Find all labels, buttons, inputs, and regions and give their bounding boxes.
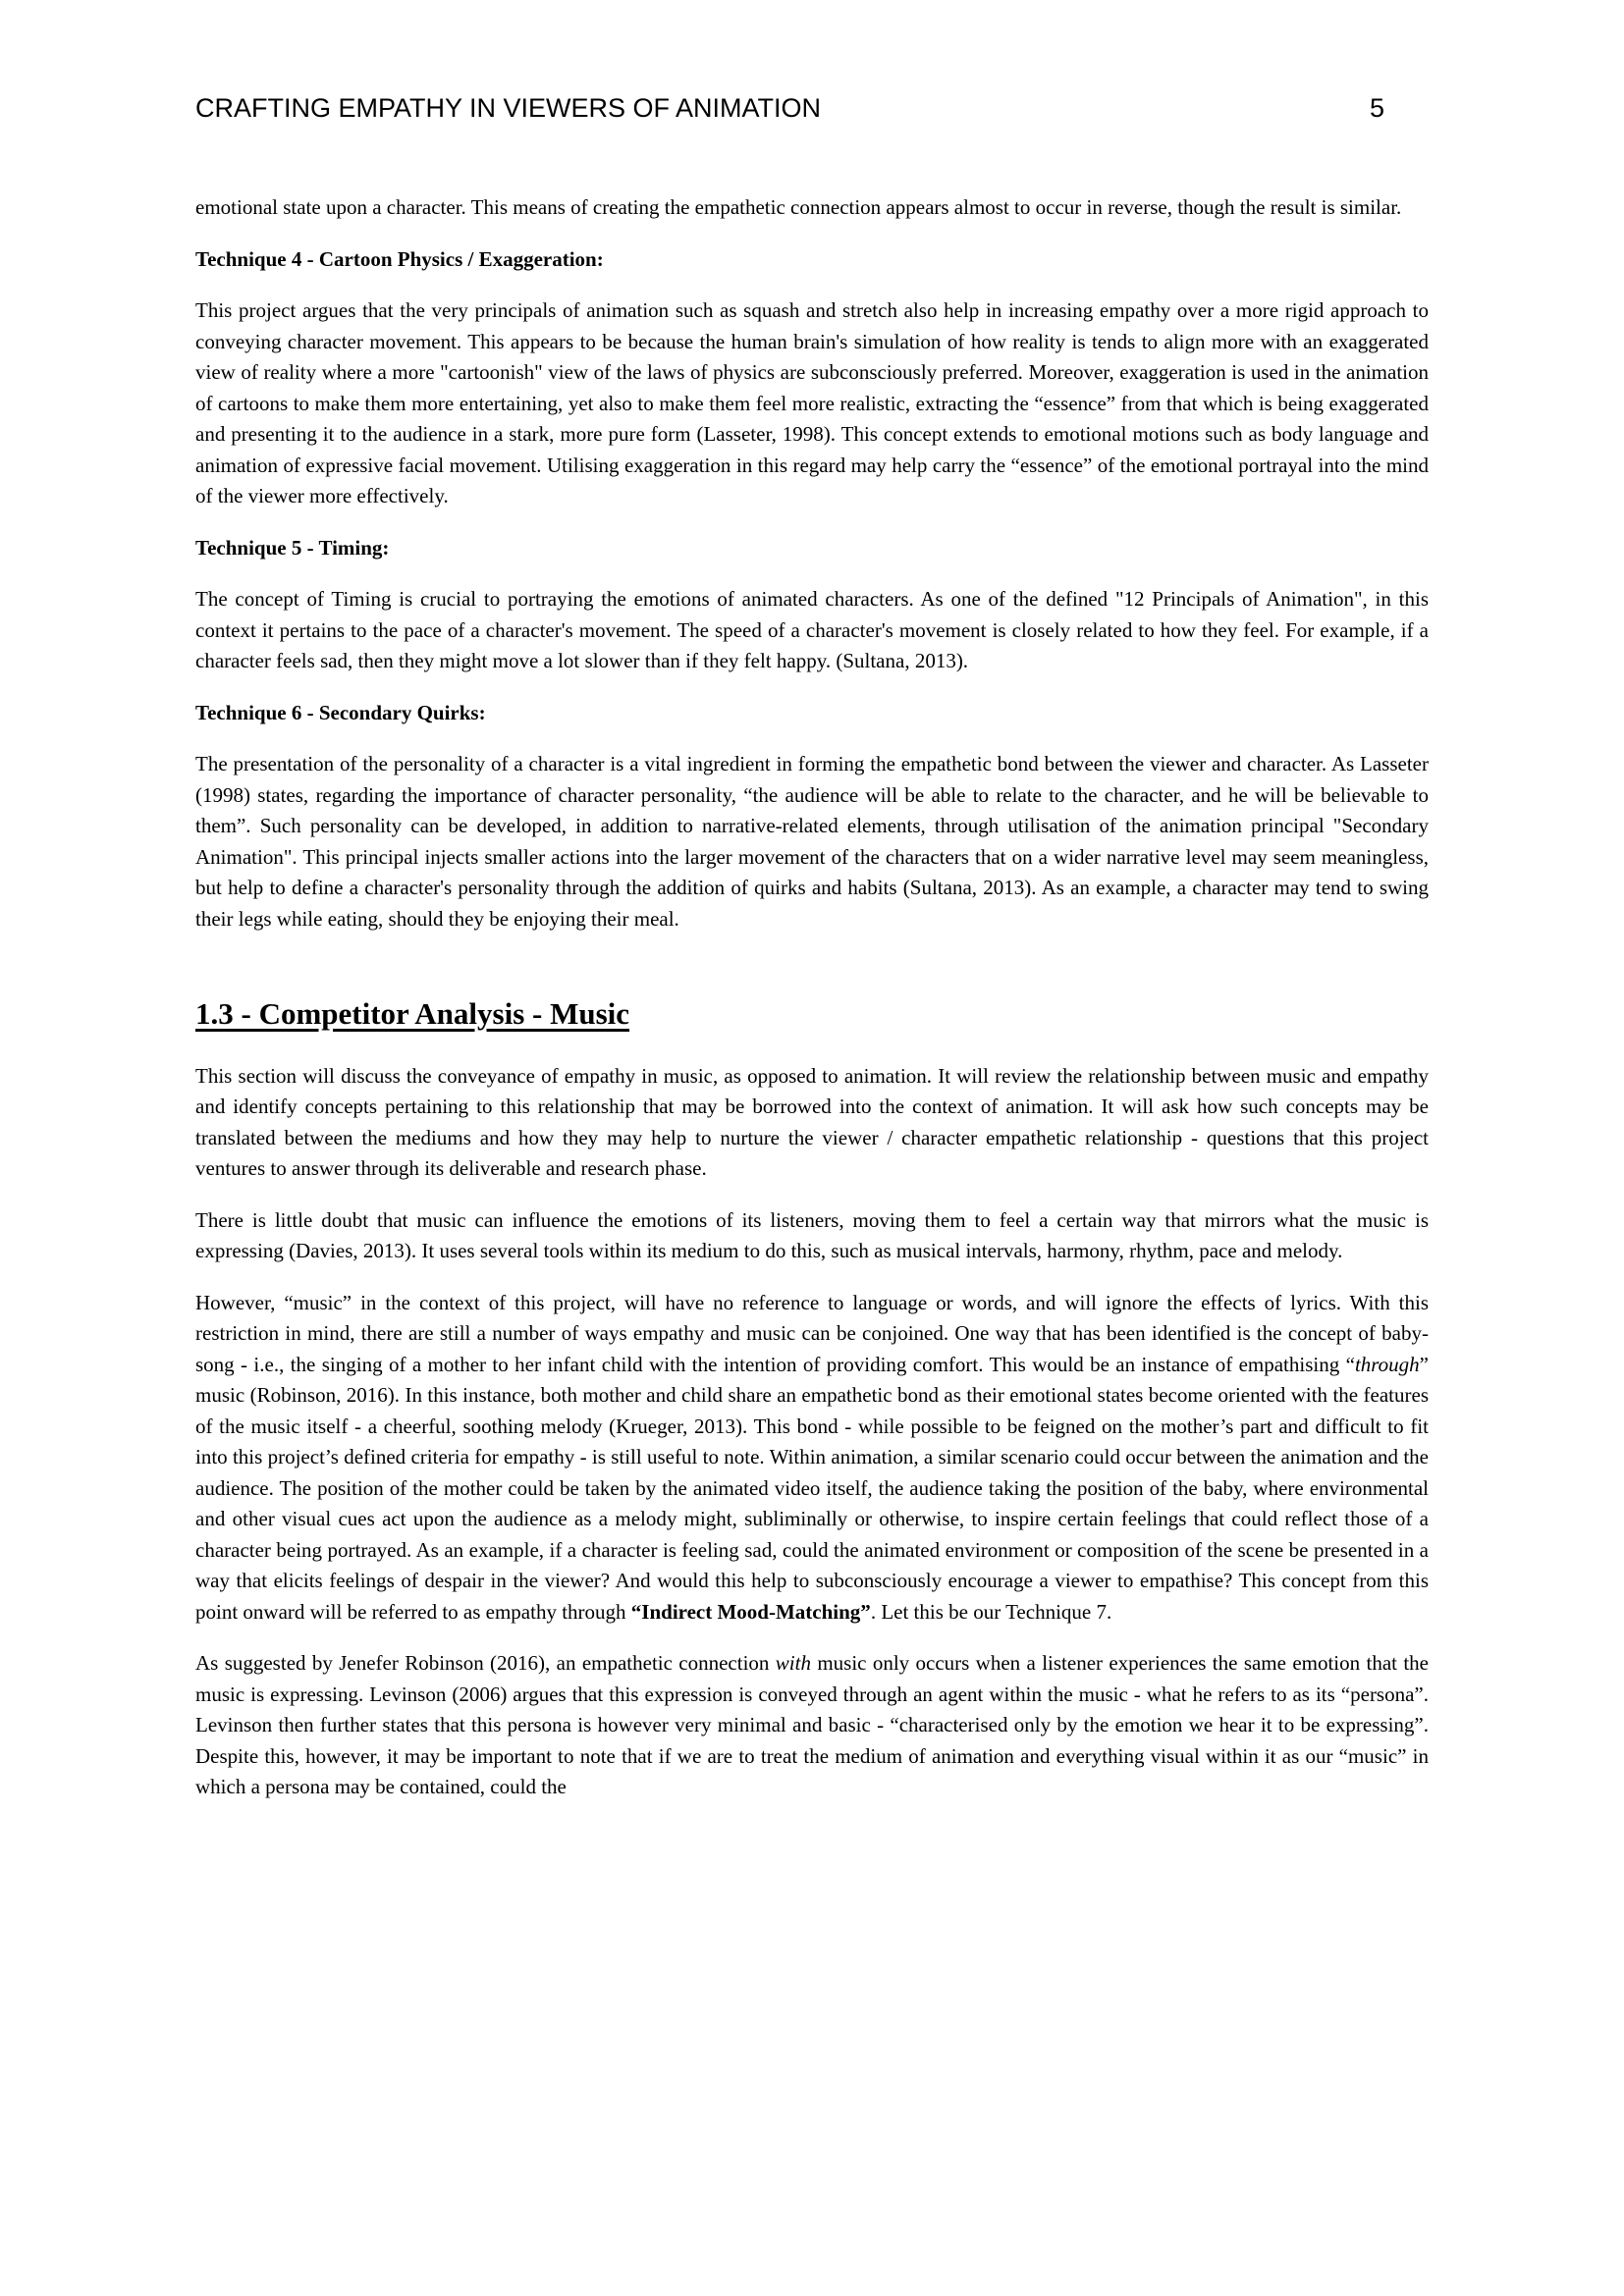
- paragraph: [195, 584, 1429, 677]
- text-run: 1.3 - Competitor Analysis - Music: [195, 996, 630, 1031]
- paragraph: [195, 295, 1429, 512]
- text-run: This project argues that the very principals of animation such as squash and stretch also help in increasing empathy over a more rigid approach to conveying character movement. This appears to be because the human brain's simulation of how reality is tends to align more with an exaggerated view of reality where a more "cartoonish" view of the laws of physics are subconsciously preferred. Moreover, exaggeration is used in the animation of cartoons to make them more entertaining, yet also to make them feel more realistic, extracting the “essence” from that which is being exaggerated and presenting it to the audience in a stark, more pure form (Lasseter, 1998). This concept extends to emotional motions such as body language and animation of expressive facial movement. Utilising exaggeration in this regard may help carry the “essence” of the emotional portrayal into the mind of the viewer more effectively.: [195, 298, 1429, 507]
- text-run: through: [1354, 1352, 1420, 1376]
- technique-heading: [195, 698, 1429, 729]
- page-number: 5: [1370, 93, 1385, 123]
- technique-heading: [195, 533, 1429, 564]
- paragraph: [195, 192, 1429, 224]
- paragraph: [195, 1288, 1429, 1629]
- text-run: This section will discuss the conveyance of empathy in music, as opposed to animation. It will review the relationship between music and empathy and identify concepts pertaining to this relationship that may be borrowed into the context of animation. It will ask how such concepts may be translated between the mediums and how they may help to nurture the viewer / character empathetic relationship - questions that this project ventures to answer through its deliverable and research phase.: [195, 1063, 1429, 1181]
- paragraph: [195, 1648, 1429, 1803]
- text-run: Technique 5 - Timing:: [195, 535, 390, 560]
- text-run: There is little doubt that music can influence the emotions of its listeners, moving them to feel a certain way that mirrors what the music is expressing (Davies, 2013). It uses several tools within its medium to do this, such as musical intervals, harmony, rhythm, pace and melody.: [195, 1207, 1429, 1263]
- document-body: [195, 192, 1429, 1824]
- text-run: ” music (Robinson, 2016). In this instance, both mother and child share an empathetic bond as their emotional states become oriented with the features of the music itself - a cheerful, soothing melody (Krueger, 2013). This bond - while possible to be feigned on the mother’s part and difficult to fit into this project’s defined criteria for empathy - is still useful to note. Within animation, a similar scenario could occur between the animation and the audience. The position of the mother could be taken by the animated video itself, the audience taking the position of the baby, where environmental and other visual cues act upon the audience as a melody might, subliminally or otherwise, to inspire certain feelings that could reflect those of a character being portrayed. As an example, if a character is feeling sad, could the animated environment or composition of the scene be presented in a way that elicits feelings of despair in the viewer? And would this help to subconsciously encourage a viewer to empathise? This concept from this point onward will be referred to as empathy through: [195, 1352, 1429, 1624]
- text-run: music only occurs when a listener experiences the same emotion that the music is expressing. Levinson (2006) argues that this expression is conveyed through an agent within the music - what he refers to as its “persona”. Levinson then further states that this persona is however very minimal and basic - “characterised only by the emotion we hear it to be expressing”. Despite this, however, it may be important to note that if we are to treat the medium of animation and everything visual within it as our “music” in which a persona may be contained, could the: [195, 1651, 1429, 1799]
- paragraph: [195, 1205, 1429, 1267]
- text-run: emotional state upon a character. This means of creating the empathetic connection appears almost to occur in reverse, though the result is similar.: [195, 195, 1402, 219]
- page-header: [195, 92, 1429, 124]
- text-run: with: [775, 1651, 811, 1676]
- text-run: The concept of Timing is crucial to portraying the emotions of animated characters. As one of the defined "12 Principals of Animation", in this context it pertains to the pace of a character's movement. The speed of a character's movement is closely related to how they feel. For example, if a character feels sad, then they might move a lot slower than if they felt happy. (Sultana, 2013).: [195, 587, 1429, 672]
- text-run: Technique 4 - Cartoon Physics / Exaggeration:: [195, 246, 604, 271]
- text-run: However, “music” in the context of this project, will have no reference to language or words, and will ignore the effects of lyrics. With this restriction in mind, there are still a number of ways empathy and music can be conjoined. One way that has been identified is the concept of baby-song - i.e., the singing of a mother to her infant child with the intention of providing comfort. This would be an instance of empathising “: [195, 1290, 1429, 1376]
- running-head: CRAFTING EMPATHY IN VIEWERS OF ANIMATION: [195, 93, 822, 123]
- text-run: Technique 6 - Secondary Quirks:: [195, 700, 486, 724]
- text-run: The presentation of the personality of a character is a vital ingredient in forming the empathetic bond between the viewer and character. As Lasseter (1998) states, regarding the importance of character personality, “the audience will be able to relate to the character, and he will be believable to them”. Such personality can be developed, in addition to narrative-related elements, through utilisation of the animation principal "Secondary Animation". This principal injects smaller actions into the larger movement of the characters that on a wider narrative level may seem meaningless, but help to define a character's personality through the addition of quirks and habits (Sultana, 2013). As an example, a character may tend to swing their legs while eating, should they be enjoying their meal.: [195, 752, 1429, 931]
- text-run: . Let this be our Technique 7.: [870, 1599, 1112, 1624]
- technique-heading: [195, 244, 1429, 276]
- text-run: As suggested by Jenefer Robinson (2016), an empathetic connection: [195, 1651, 776, 1676]
- text-run: “Indirect Mood-Matching”: [630, 1599, 871, 1624]
- paragraph: [195, 1061, 1429, 1185]
- section-heading: [195, 995, 1429, 1034]
- paragraph: [195, 749, 1429, 934]
